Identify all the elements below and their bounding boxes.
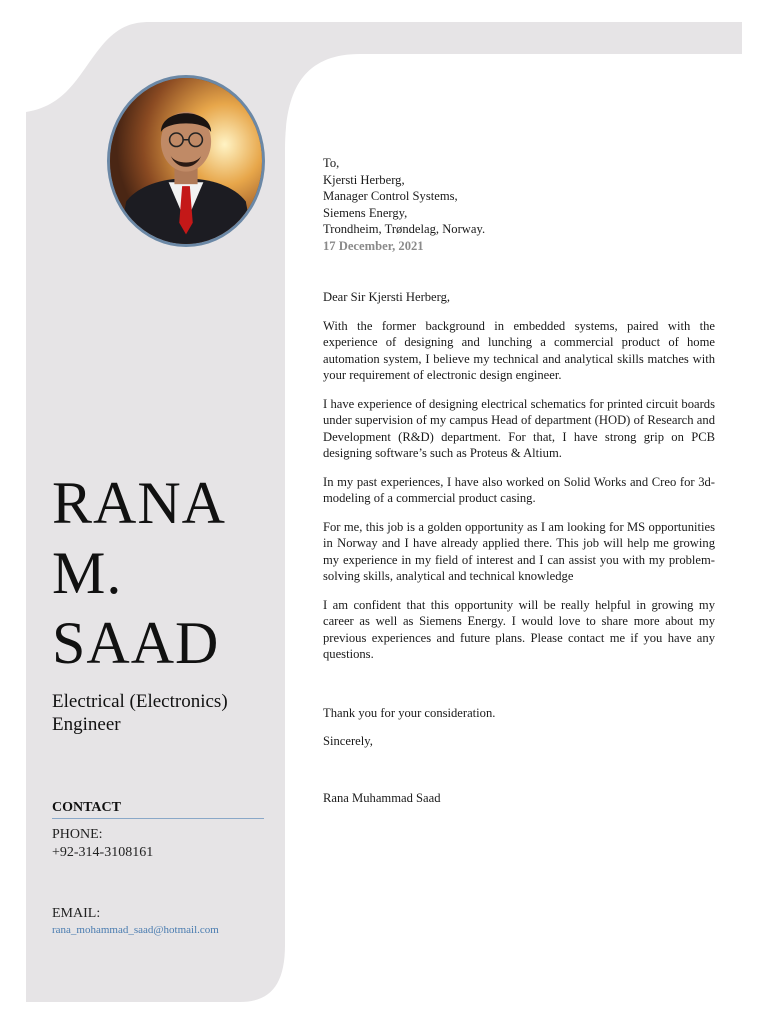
signature: Rana Muhammad Saad (323, 790, 441, 805)
profile-photo (107, 75, 265, 247)
salutation: Dear Sir Kjersti Herberg, (323, 290, 451, 304)
letter-date: 17 December, 2021 (323, 238, 424, 253)
address-line: To, (323, 156, 340, 170)
address-line: Manager Control Systems, (323, 189, 458, 203)
paragraph: I have experience of designing electrical schematics for printed circuit boards under supervision of my campus Head of department (HOD) of Research and Development (R&D) department. For that, I have strong grip on PCB designing software’s such as Proteus & Altium. (323, 396, 715, 460)
recipient-address (323, 155, 715, 254)
phone-label: PHONE: (52, 827, 103, 842)
job-title: Electrical (Electronics) Engineer (52, 691, 228, 735)
paragraph: For me, this job is a golden opportunity as I am looking for MS opportunities in Norway and I have already applied there. This job will help me growing my experience in my field of interest and I can assist you with my problem-solving skills, analytical and technical knowledge (323, 519, 715, 583)
contact-heading: CONTACT (52, 800, 264, 819)
address-line: Trondheim, Trøndelag, Norway. (323, 222, 486, 236)
paragraph: In my past experiences, I have also worked on Solid Works and Creo for 3d-modeling of a commercial product casing. (323, 474, 715, 505)
paragraph: With the former background in embedded systems, paired with the experience of designing and lunching a commercial product of home automation system, I believe my technical and analytical skills matches with your requirement of electronic design engineer. (323, 318, 715, 382)
candidate-name (52, 468, 272, 678)
email-label: EMAIL: (52, 906, 101, 921)
thanks-line: Thank you for your consideration. (323, 705, 496, 720)
name-line-first: RANA (52, 470, 227, 536)
paragraph: I am confident that this opportunity will be really helpful in growing my career as well as Siemens Energy. I would love to share more about my previous experiences and future plans. Please contact me if you have any questions. (323, 597, 715, 661)
address-line: Kjersti Herberg, (323, 172, 405, 187)
address-line: Siemens Energy, (323, 205, 408, 220)
email-link[interactable]: rana_mohammad_saad@hotmail.com (52, 924, 219, 936)
name-line-middle: M. (52, 540, 123, 606)
name-line-last: SAAD (52, 610, 220, 676)
closing: Sincerely, (323, 734, 373, 748)
letter-body (323, 155, 715, 806)
phone-value: +92-314-3108161 (52, 845, 154, 860)
